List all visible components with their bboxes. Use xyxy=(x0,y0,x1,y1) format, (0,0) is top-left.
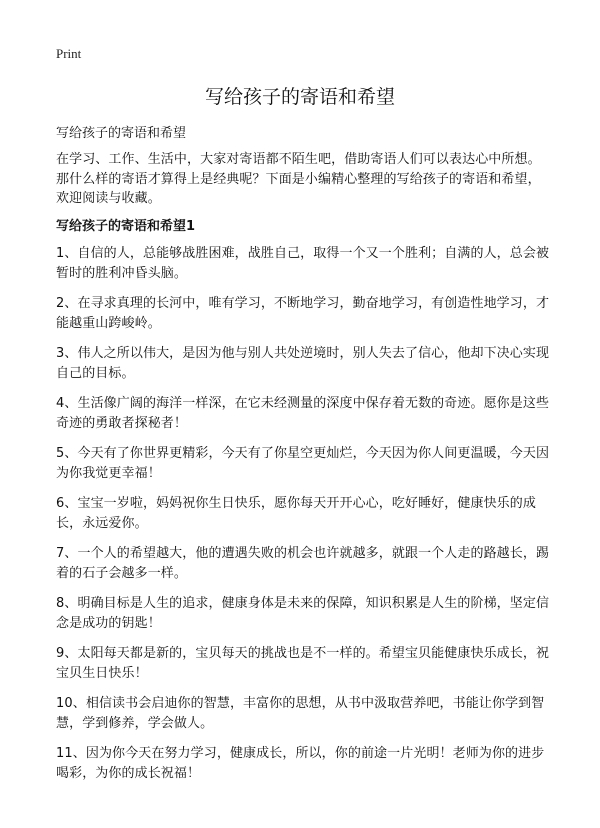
list-item: 3、伟人之所以伟大，是因为他与别人共处逆境时，别人失去了信心，他却下决心实现自己的目标。 xyxy=(56,346,550,381)
list-item: 11、因为你今天在努力学习，健康成长，所以，你的前途一片光明！老师为你的进步喝彩，为你的成长祝福！ xyxy=(56,746,545,781)
print-link[interactable]: Print xyxy=(56,46,82,61)
list-item: 2、在寻求真理的长河中，唯有学习，不断地学习，勤奋地学习，有创造性地学习，才能越重山跨峻岭。 xyxy=(56,296,550,331)
list-item: 1、自信的人，总能够战胜困难，战胜自己，取得一个又一个胜利；自满的人，总会被暂时的胜利冲昏头脑。 xyxy=(56,246,550,281)
intro-paragraph: 在学习、工作、生活中，大家对寄语都不陌生吧，借助寄语人们可以表达心中所想。那什么样的寄语才算得上是经典呢？下面是小编精心整理的写给孩子的寄语和希望，欢迎阅读与收藏。 xyxy=(56,152,541,206)
section-heading: 写给孩子的寄语和希望1 xyxy=(56,219,196,234)
list-item: 7、一个人的希望越大，他的遭遇失败的机会也许就越多，就跟一个人走的路越长，踢着的石子会越多一样。 xyxy=(56,546,550,581)
list-item: 8、明确目标是人生的追求，健康身体是未来的保障，知识积累是人生的阶梯，坚定信念是成功的钥匙！ xyxy=(56,596,550,631)
list-item: 10、相信读书会启迪你的智慧，丰富你的思想，从书中汲取营养吧，书能让你学到智慧，学到修养，学会做人。 xyxy=(56,696,545,731)
list-item: 4、生活像广阔的海洋一样深，在它未经测量的深度中保存着无数的奇迹。愿你是这些奇迹的勇敢者探秘者！ xyxy=(56,396,550,431)
list-item: 9、太阳每天都是新的，宝贝每天的挑战也是不一样的。希望宝贝能健康快乐成长，祝宝贝生日快乐！ xyxy=(56,646,550,681)
list-item: 5、今天有了你世界更精彩，今天有了你星空更灿烂，今天因为你人间更温暖，今天因为你我觉更幸福！ xyxy=(56,446,550,481)
list-item: 6、宝宝一岁啦，妈妈祝你生日快乐，愿你每天开开心心，吃好睡好，健康快乐的成长，永远爱你。 xyxy=(56,496,536,531)
message-list xyxy=(56,244,550,794)
document-subtitle: 写给孩子的寄语和希望 xyxy=(56,126,187,141)
page-title: 写给孩子的寄语和希望 xyxy=(204,86,395,108)
